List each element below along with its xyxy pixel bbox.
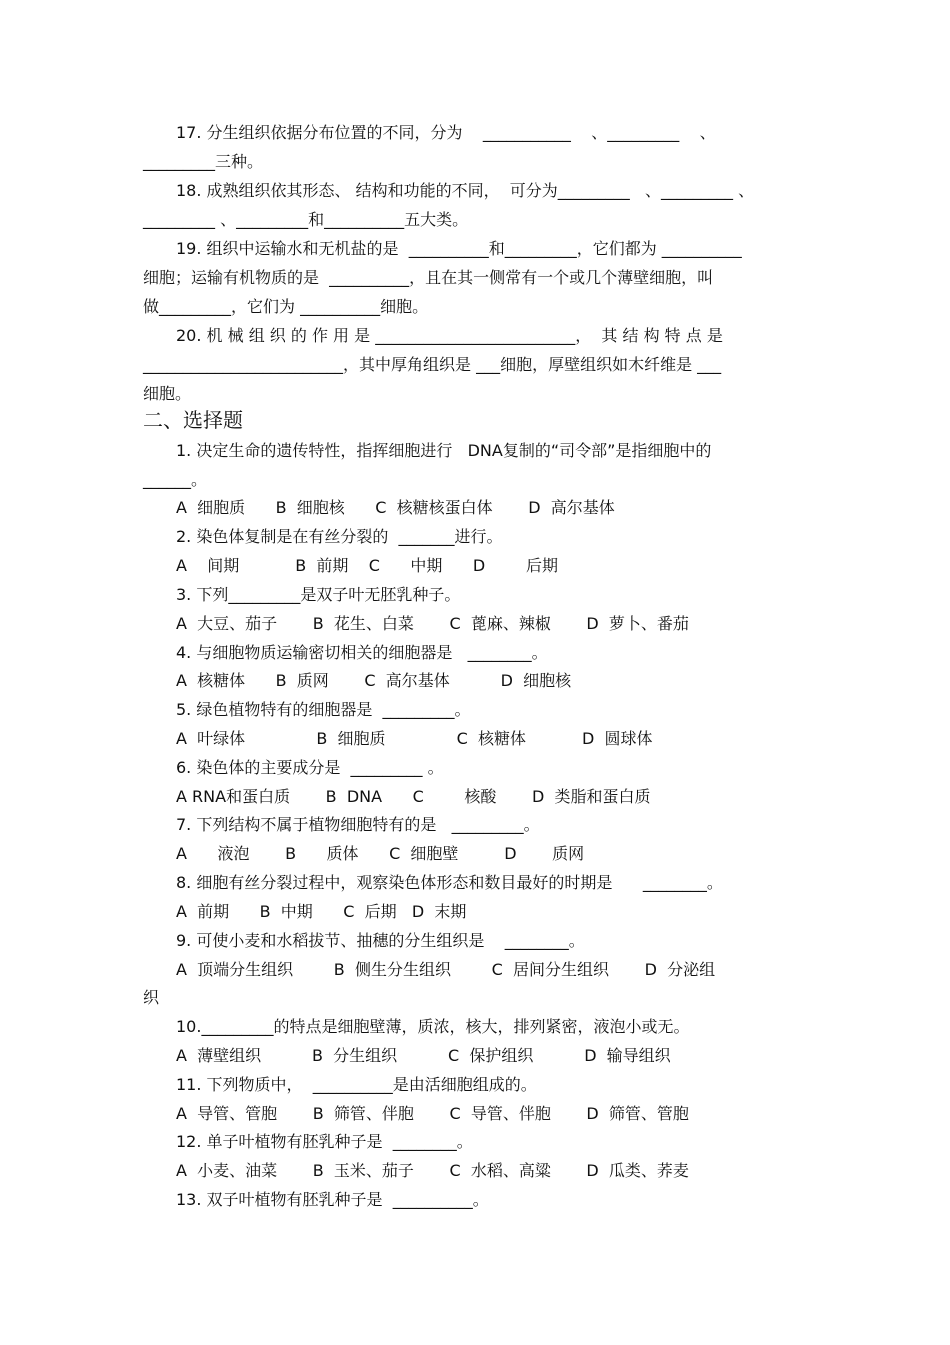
- choice-line-7: A 大豆、茄子 B 花生、白菜 C 蓖麻、辣椒 D 萝卜、番茄: [176, 614, 689, 633]
- choice-line-10: 5. 绿色植物特有的细胞器是 _________。: [176, 700, 471, 719]
- choice-line-8: 4. 与细胞物质运输密切相关的细胞器是 ________。: [176, 643, 548, 662]
- choice-line-19: A 顶端分生组织 B 侧生分生组织 C 居间分生组织 D 分泌组: [176, 960, 716, 979]
- fill-line-9: _________________________，其中厚角组织是 ___细胞，厚壁组织如木纤维是 ___: [143, 355, 722, 374]
- choice-line-1: 1. 决定生命的遗传特性，指挥细胞进行 DNA复制的“司令部”是指细胞中的: [176, 441, 712, 460]
- choice-line-14: 7. 下列结构不属于植物细胞特有的是 _________。: [176, 815, 540, 834]
- choice-line-2: ______。: [143, 470, 208, 489]
- fill-line-2: _________三种。: [143, 152, 264, 171]
- choice-line-20: 织: [143, 988, 160, 1007]
- choice-line-4: 2. 染色体复制是在有丝分裂的 _______进行。: [176, 527, 503, 546]
- choice-line-9: A 核糖体 B 质网 C 高尔基体 D 细胞核: [176, 671, 572, 690]
- choice-line-5: A 间期 B 前期 C 中期 D 后期: [176, 556, 558, 575]
- choice-line-12: 6. 染色体的主要成分是 _________ 。: [176, 758, 444, 777]
- choice-line-26: A 小麦、油菜 B 玉米、茄子 C 水稻、高粱 D 瓜类、荞麦: [176, 1161, 689, 1180]
- choice-line-11: A 叶绿体 B 细胞质 C 核糖体 D 圆球体: [176, 729, 653, 748]
- choice-line-16: 8. 细胞有丝分裂过程中，观察染色体形态和数目最好的时期是 ________。: [176, 873, 723, 892]
- choice-line-27: 13. 双子叶植物有胚乳种子是 __________。: [176, 1190, 489, 1209]
- fill-line-1: 17. 分生组织依据分布位置的不同，分为 ___________ 、_________ 、: [176, 123, 716, 142]
- choice-line-18: 9. 可使小麦和水稻拔节、抽穗的分生组织是 ________。: [176, 931, 585, 950]
- choice-line-23: 11. 下列物质中， __________是由活细胞组成的。: [176, 1075, 537, 1094]
- section-heading: 二、选择题: [143, 408, 243, 432]
- choice-line-17: A 前期 B 中期 C 后期 D 末期: [176, 902, 467, 921]
- choice-line-22: A 薄壁组织 B 分生组织 C 保护组织 D 输导组织: [176, 1046, 671, 1065]
- choice-line-13: A RNA和蛋白质 B DNA C 核酸 D 类脂和蛋白质: [176, 787, 651, 806]
- choice-line-24: A 导管、管胞 B 筛管、伴胞 C 导管、伴胞 D 筛管、管胞: [176, 1104, 689, 1123]
- fill-line-7: 做_________，它们为 __________细胞。: [143, 297, 429, 316]
- choice-line-21: 10._________的特点是细胞壁薄，质浓，核大，排列紧密，液泡小或无。: [176, 1017, 690, 1036]
- fill-line-6: 细胞；运输有机物质的是 __________，且在其一侧常有一个或几个薄壁细胞，叫: [143, 268, 714, 287]
- fill-line-3: 18. 成熟组织依其形态、 结构和功能的不同， 可分为_________ 、_________ 、: [176, 181, 755, 200]
- fill-line-10: 细胞。: [143, 384, 192, 403]
- fill-line-5: 19. 组织中运输水和无机盐的是 __________和_________，它们都为 __________: [176, 239, 742, 258]
- fill-line-4: _________ 、_________和__________五大类。: [143, 210, 469, 229]
- choice-line-15: A 液泡 B 质体 C 细胞壁 D 质网: [176, 844, 585, 863]
- fill-line-8: 20. 机 械 组 织 的 作 用 是 _________________________， 其 结 构 特 点 是: [176, 326, 723, 345]
- choice-line-6: 3. 下列_________是双子叶无胚乳种子。: [176, 585, 461, 604]
- choice-line-3: A 细胞质 B 细胞核 C 核糖核蛋白体 D 高尔基体: [176, 498, 615, 517]
- choice-line-25: 12. 单子叶植物有胚乳种子是 ________。: [176, 1132, 473, 1151]
